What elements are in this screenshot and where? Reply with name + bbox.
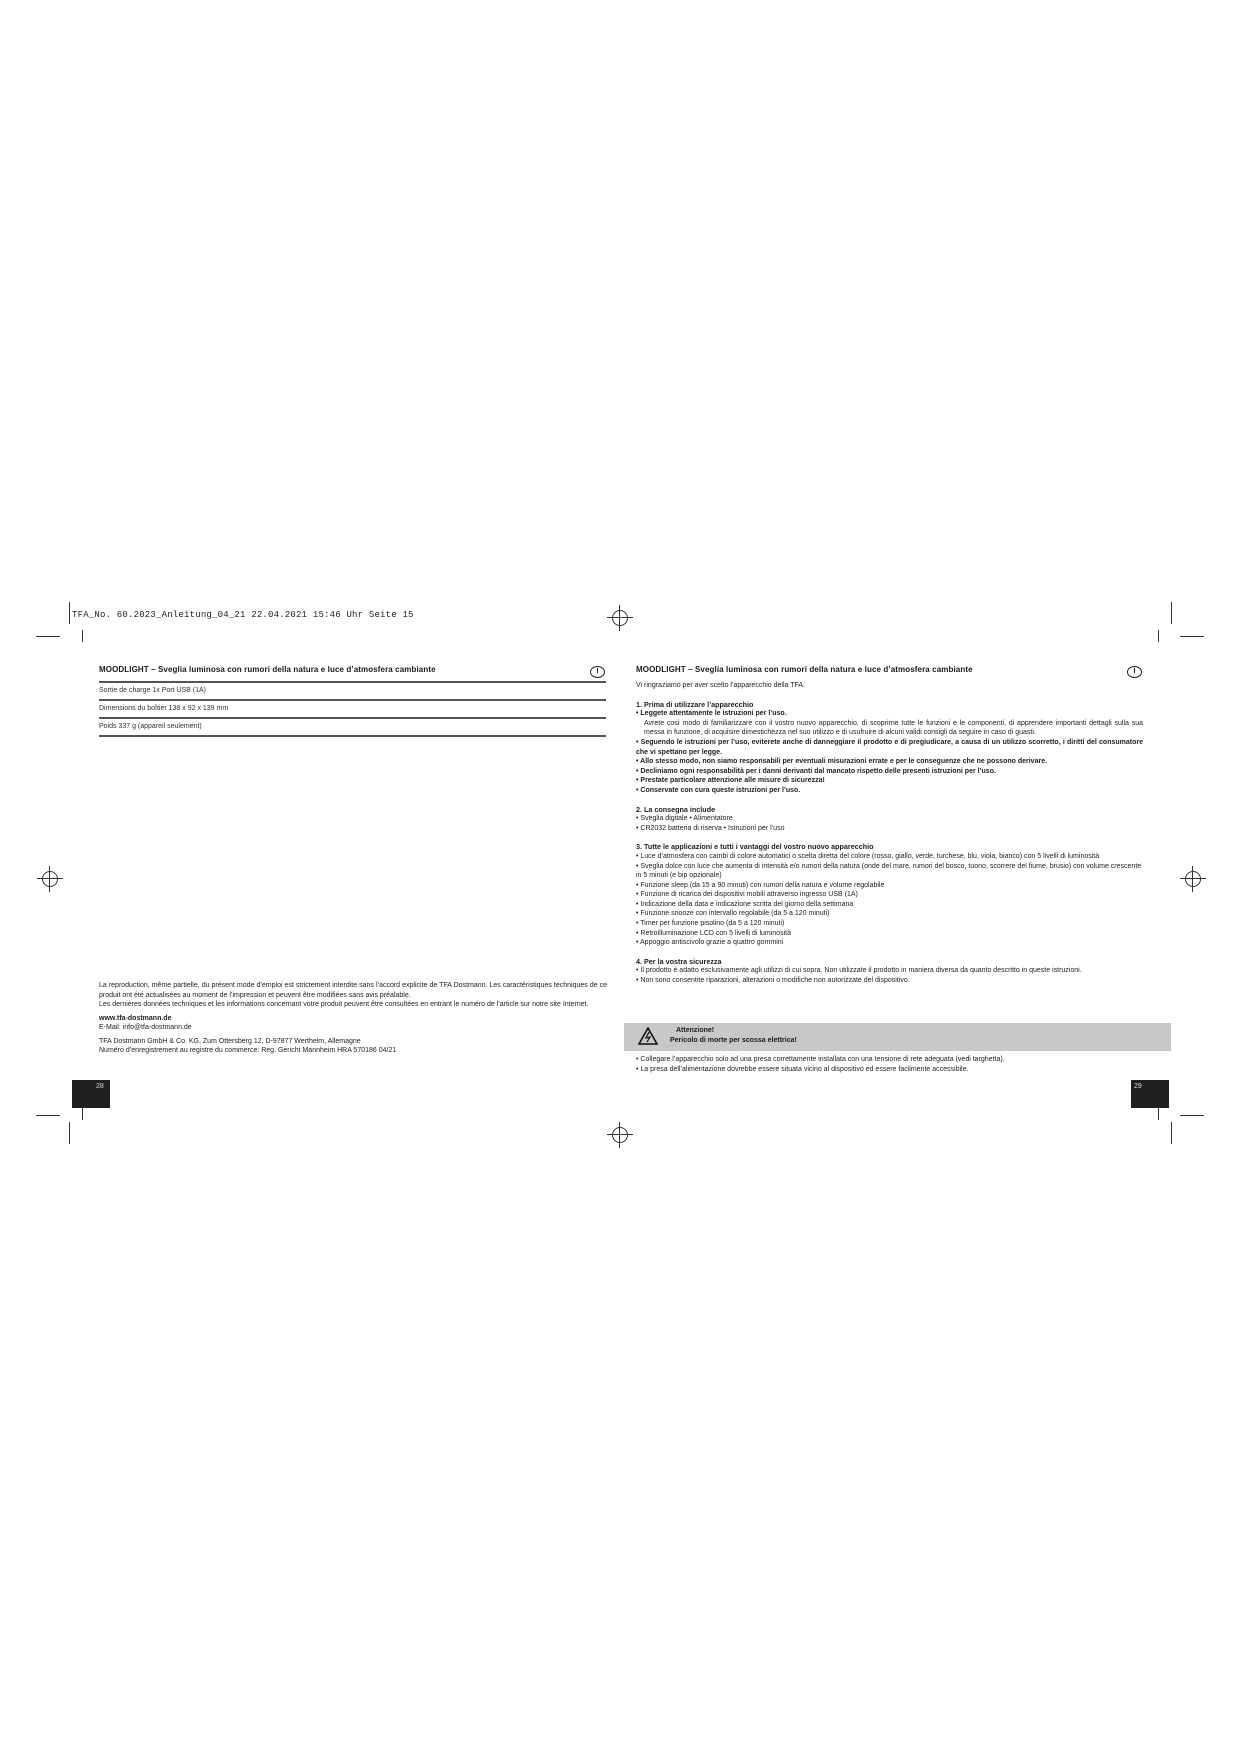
intro-text: Vi ringraziamo per aver scelto l’apparecchio della TFA. (636, 682, 805, 689)
bullet: • Decliniamo ogni responsabilità per i danni derivanti dal mancato rispetto delle presenti istruzioni per l’uso. (636, 767, 996, 775)
spec-row: Sortie de charge 1x Port USB (1A) (99, 687, 206, 694)
list-item: • Retroilluminazione LCD con 5 livelli di luminosità (636, 929, 791, 937)
safety-list (636, 1055, 1143, 1074)
printer-slug: TFA_No. 60.2023_Anleitung_04_21 22.04.2021 15:46 Uhr Seite 15 (72, 610, 414, 620)
list-item: • Il prodotto è adatto esclusivamente agli utilizzi di cui sopra. Non utilizzate il prodotto in maniera diversa da quanto descritto in queste istruzioni. (636, 967, 1082, 975)
crop-mark (36, 636, 60, 637)
crop-mark (1158, 630, 1159, 642)
registration-mark (1180, 866, 1206, 892)
crop-mark (1158, 1108, 1159, 1120)
features-list (636, 852, 1143, 948)
instructions-body (636, 681, 1143, 986)
registration-mark (607, 605, 633, 631)
list-item: • Funzione sleep (da 15 a 90 minuti) con rumori della natura e volume regolabile (636, 881, 885, 889)
list-item: • Appoggio antiscivolo grazie a quattro gommini (636, 939, 784, 947)
crop-mark (1180, 636, 1204, 637)
safety-continued (636, 1055, 1143, 1074)
left-page-header: MOODLIGHT – Sveglia luminosa con rumori della natura e luce d’atmosfera cambiante (99, 665, 436, 674)
bullet: • Leggete attentamente le istruzioni per l’uso. (636, 710, 787, 718)
section-title: 1. Prima di utilizzare l’apparecchio (636, 699, 754, 709)
list-item: • La presa dell’alimentazione dovrebbe essere situata vicino al dispositivo ed essere facilmente accessibile. (636, 1065, 969, 1073)
table-rule (99, 681, 606, 683)
warning-triangle-icon (638, 1027, 658, 1045)
list-item: • Sveglia digitale • Alimentatore (636, 815, 733, 823)
bullet: • Seguendo le istruzioni per l’uso, eviterete anche di danneggiare il prodotto e di pregiudicare, a causa di un utilizzo scorretto, i diritti del consumatore che vi spettano per legge. (636, 738, 1143, 756)
list-item: • Collegare l’apparecchio solo ad una presa correttamente installata con una tensione di rete adeguata (vedi targhetta). (636, 1056, 1005, 1063)
copyright-notice (99, 981, 607, 1056)
list-item: • Funzione snooze con intervallo regolabile (da 5 a 120 minuti) (636, 910, 830, 918)
copyright-paragraph: Les dernières données techniques et les informations concernant votre produit peuvent être consultées en entrant le numéro de l’article sur notre site Internet. (99, 1001, 589, 1008)
list-item: • CR2032 batteria di riserva • Istruzioni per l’uso (636, 824, 785, 832)
website-link[interactable]: www.tfa-dostmann.de (99, 1014, 172, 1022)
safety-list (636, 966, 1143, 985)
registration-mark (607, 1122, 633, 1148)
list-item: • Funzione di ricarica dei dispositivi mobili attraverso ingresso USB (1A) (636, 891, 858, 899)
section-title: 3. Tutte le applicazioni e tutti i vantaggi del vostro nuovo apparecchio (636, 842, 874, 852)
crop-mark (1171, 602, 1172, 624)
spec-row: Poids 337 g (appareil seulement) (99, 723, 202, 730)
section-title: 4. Per la vostra sicurezza (636, 956, 722, 966)
email-address[interactable]: E-Mail: info@tfa-dostmann.de (99, 1024, 192, 1031)
bullet: • Conservate con cura queste istruzioni per l’uso. (636, 786, 801, 794)
crop-mark (1171, 1122, 1172, 1144)
crop-mark (36, 1115, 60, 1116)
warning-title: Attenzione! (676, 1027, 715, 1034)
crop-mark (82, 1108, 83, 1120)
language-badge: I (1127, 666, 1142, 678)
section-title: 2. La consegna include (636, 804, 716, 814)
page-number: 28 (96, 1083, 104, 1090)
table-rule (99, 699, 606, 701)
page-number: 29 (1134, 1083, 1142, 1090)
page-number-box (1131, 1080, 1169, 1108)
page-number-box (72, 1080, 110, 1108)
table-rule (99, 717, 606, 719)
bullet: • Prestate particolare attenzione alle misure di sicurezza! (636, 777, 825, 785)
registration-mark (37, 866, 63, 892)
table-rule (99, 735, 606, 737)
crop-mark (1180, 1115, 1204, 1116)
registry-number: Numéro d’enregistrement au registre du commerce: Reg. Gericht Mannheim HRA 570186 04/21 (99, 1047, 397, 1054)
list-item: • Luce d’atmosfera con cambi di colore automatici o scelta diretta del colore (rosso, giallo, verde, turchese, blu, viola, bianco) con 5 livelli di luminosità (636, 852, 1100, 860)
crop-mark (82, 630, 83, 642)
warning-box (624, 1023, 1171, 1051)
warning-text: Pericolo di morte per scossa elettrica! (670, 1037, 797, 1044)
crop-mark (69, 602, 70, 624)
list-item: • Non sono consentite riparazioni, alterazioni o modifiche non autorizzate del dispositivo. (636, 977, 910, 985)
right-page-header: MOODLIGHT – Sveglia luminosa con rumori della natura e luce d’atmosfera cambiante (636, 665, 973, 674)
language-badge: I (590, 666, 605, 678)
list-item: • Timer per funzione pisolino (da 5 a 120 minuti) (636, 920, 785, 928)
spec-row: Dimensions du boîtier 138 x 92 x 139 mm (99, 705, 229, 712)
company-address: TFA Dostmann GmbH & Co. KG, Zum Ottersberg 12, D-97877 Wertheim, Allemagne (99, 1037, 361, 1045)
list-item: • Sveglia dolce con luce che aumenta di intensità e/o rumori della natura (onde del mare, rumori del bosco, tuono, scorrere del fiume, brusio) con volume crescente in 5 minuti (e bip opzionale) (636, 862, 1142, 880)
bullet-text: Avrete così modo di familiarizzare con il vostro nuovo apparecchio, di scoprirne tutte le funzioni e le componenti, di apprendere importanti dettagli sulla sua messa in funzione, di acquisire dimestichezza nel suo utilizzo e di usufruire di alcuni validi consigli da seguire in caso di guasti. (644, 719, 1143, 737)
copyright-paragraph: La reproduction, même partielle, du présent mode d’emploi est strictement interdite sans l’accord explicite de TFA Dostmann. Les caractéristiques techniques de ce produit ont été actualisées au moment de l’impression et peuvent être modifiées sans avis préalable. (99, 982, 607, 999)
bullet: • Allo stesso modo, non siamo responsabili per eventuali misurazioni errate e per le conseguenze che ne possono derivare. (636, 758, 1048, 766)
list-item: • Indicazione della data e indicazione scritta del giorno della settimana (636, 900, 854, 908)
crop-mark (69, 1122, 70, 1144)
